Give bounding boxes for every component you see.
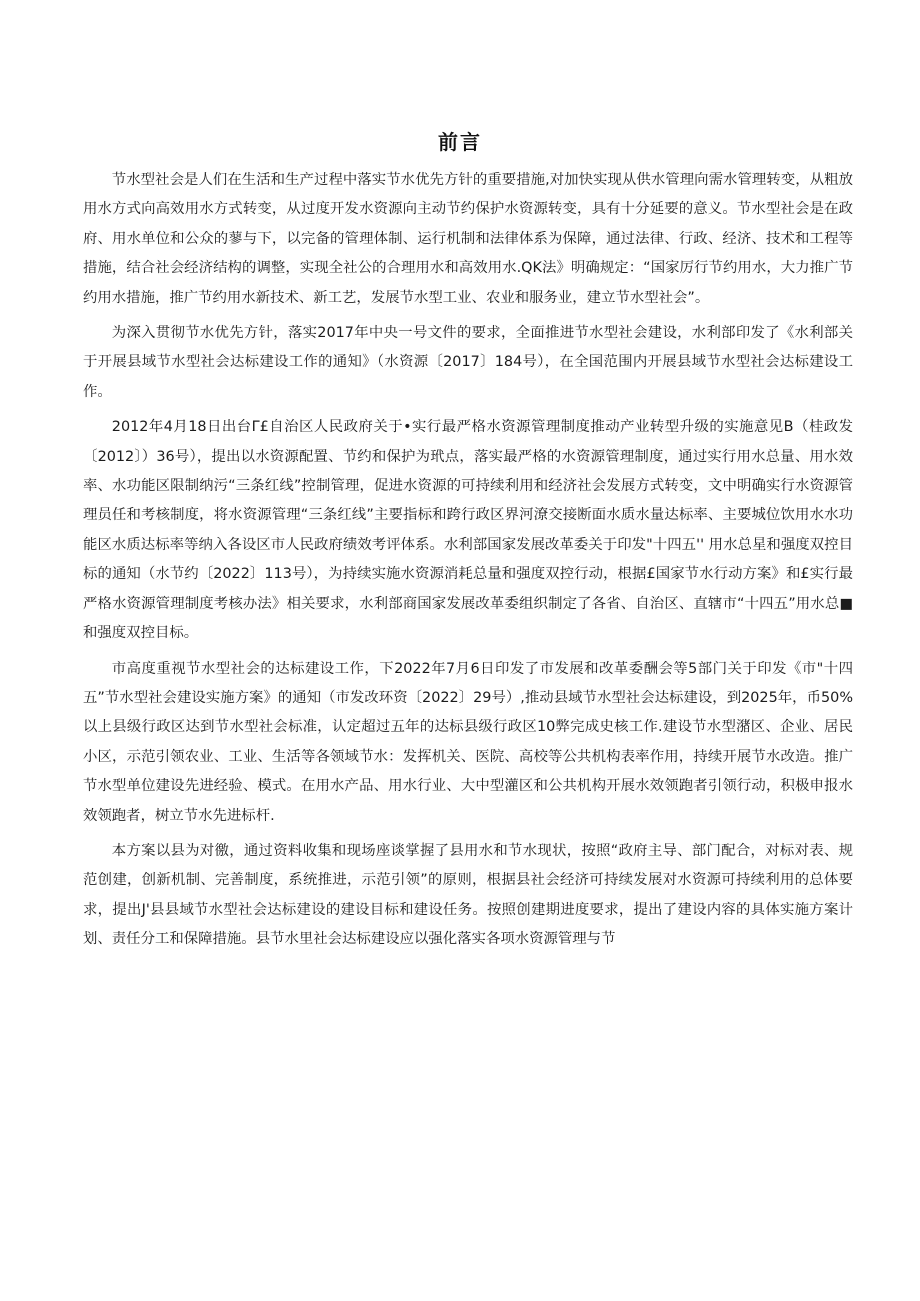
paragraph-5: 本方案以县为对徼，通过资料收集和现场座谈掌握了县用水和节水现状，按照“政府主导、部门配合，对标对表、规范创建，创新机制、完善制度，系统推进，示范引领”的原则，根据县社会经济可持续发展对水资源可持续利用的总体要求，提出J'县县域节水型社会达标建设的建设目标和建设任务。按照创建期进度要求，提出了建设内容的具体实施方案计划、责任分工和保障措施。县节水里社会达标建设应以强化落实各项水资源管理与节 [83,842,853,948]
paragraph-2: 为深入贯彻节水优先方针，落实2017年中央一号文件的要求，全面推进节水型社会建设，水利部印发了《水利部关于开展县域节水型社会达标建设工作的通知》（水资源〔2017〕184号），在全国范围内开展县域节水型社会达标建设工作。 [83,325,853,400]
document-body [83,166,853,964]
page-title: 前言 [438,130,482,154]
paragraph-4: 市高度重视节水型社会的达标建设工作，下2022年7月6日印发了市发展和改革委酬会等5部门关于印发《市"十四五”节水型社会建设实施方案》的通知（市发改环资〔2022〕29号）,推动县域节水型社会达标建设，到2025年，币50%以上县级行政区达到节水型社会标准，认定超过五年的达标县级行政区10弊完成史核工作.建设节水型潴区、企业、居民小区，示范引领农业、工业、生活等各领域节水：发挥机关、医院、高校等公共机构表率作用，持续开展节水改造。推广节水型单位建设先进经验、模式。在用水产品、用水行业、大中型灌区和公共机构开展水效领跑者引领行动，积极申报水效领跑者，树立节水先进标杆. [83,660,853,824]
paragraph-3: 2012年4月18日出台Γ£自治区人民政府关于•实行最严格水资源管理制度推动产业转型升级的实施意见B（桂政发〔2012〕）36号），提出以水资源配置、节约和保护为玳点，落实最严格的水资源管理制度，通过实行用水总量、用水效率、水功能区限制纳污“三条红线”控制管理，促进水资源的可持续利用和经济社会发展方式转变，文中明确实行水资源管理员任和考核制度，将水资源管理“三条红线”主要指标和跨行政区界河潦交接断面水质水量达标率、主要城位饮用水水功能区水质达标率等纳入各设区市人民政府绩效考评体系。水利部国家发展改革委关于印发"十四五'' 用水总星和强度双控目标的通知（水节约〔2022〕113号），为持续实施水资源消耗总量和强度双控行动，根据£国家节水行动方案》和£实行最严格水资源管理制度考核办法》相关要求，水利部商国家发展改革委组织制定了各省、自治区、直辖市“十四五”用水总■和强度双控目标。 [83,419,853,642]
paragraph-1: 节水型社会是人们在生活和生产过程中落实节水优先方针的重要措施,对加快实现从供水管理向需水管理转变，从粗放用水方式向高效用水方式转变，从过度开发水资源向主动节约保护水资源转变，具有十分延要的意义。节水型社会是在政府、用水单位和公众的蓼与下，以完备的管理体制、运行机制和法律体系为保障，通过法律、行政、经济、技术和工程等措施，结合社会经济结构的调整，实现全社公的合理用水和高效用水.QK法》明确规定：“国家厉行节约用水，大力推广节约用水措施，推广节约用水新技术、新工艺，发展节水型工业、农业和服务业，建立节水型社会”。 [83,172,853,306]
